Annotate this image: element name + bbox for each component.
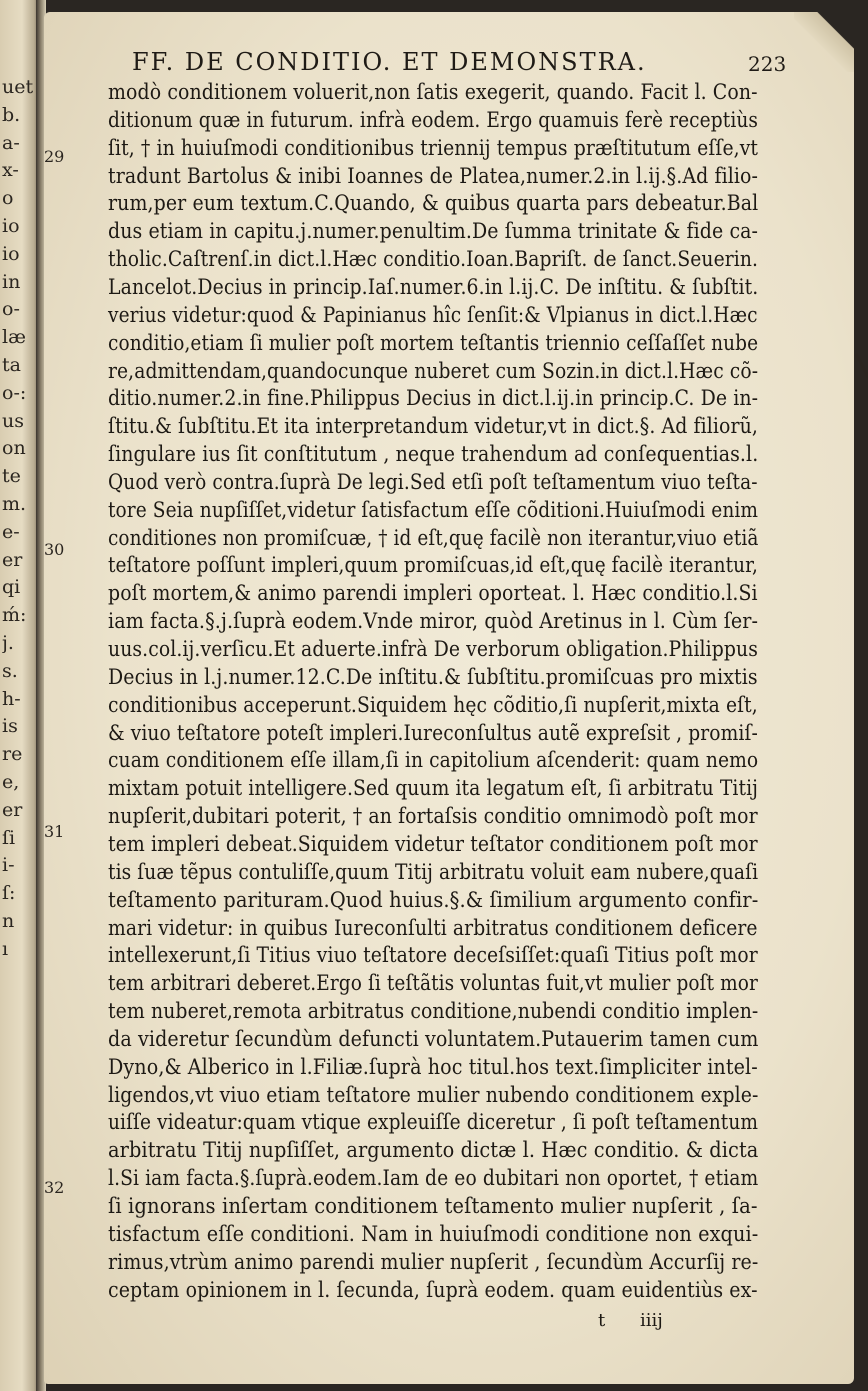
text-line: teſtatore poſſunt impleri,quum promiſcuas,id eſt,quę facilè iterantur, <box>108 553 758 578</box>
folio-mark: iiij <box>640 1310 663 1331</box>
left-page-fragment: o-: <box>2 383 27 403</box>
right-page <box>44 12 854 1384</box>
margin-number-30: 30 <box>44 540 65 559</box>
page-number: 223 <box>748 52 787 76</box>
text-line: ceptam opinionem in l. ſecunda, ſuprà eodem. quam euidentiùs ex- <box>108 1277 758 1302</box>
text-line: uiſſe videatur:quam vtique expleuiſſe diceretur , ſi poſt teſtamentum <box>108 1110 759 1135</box>
text-line: rimus,vtrùm animo parendi mulier nupſerit , ſecundùm Accurſij re- <box>108 1249 759 1274</box>
text-line: nupſerit,dubitari poterit, † an fortaſsis conditio omnimodò poſt mor <box>108 804 758 829</box>
text-line: arbitratu Titij nupſiſſet, argumento dictæ l. Hæc conditio. & dicta <box>108 1138 759 1163</box>
left-page-fragment: i- <box>2 856 15 876</box>
folded-corner <box>794 12 854 72</box>
text-line: tholic.Caſtrenſ.in dict.l.Hæc conditio.Ioan.Bapriſt. de ſanct.Seuerin. <box>108 247 759 272</box>
margin-number-29: 29 <box>44 147 65 166</box>
text-line: intellexerunt,ſi Titius viuo teſtatore deceſsiſſet:quaſi Titius poſt mor <box>108 943 758 968</box>
text-line: tem arbitrari deberet.Ergo ſi teſtãtis voluntas fuit,vt mulier poſt mor <box>108 971 758 996</box>
text-line: ſingulare ius ſit conſtitutum , neque trahendum ad conſequentias.l. <box>108 442 759 467</box>
text-line: Quod verò contra.ſuprà De legi.Sed etſi poſt teſtamentum viuo teſta- <box>108 469 758 494</box>
left-page-fragment: o <box>2 189 14 209</box>
text-line: tradunt Bartolus & inibi Ioannes de Platea,numer.2.in l.ij.§.Ad filio- <box>108 163 759 188</box>
left-page-fragment: læ <box>2 328 26 348</box>
left-page-fragment: n <box>2 912 15 931</box>
left-page-fragment: m. <box>2 495 27 514</box>
left-page-fragment: qi <box>2 578 21 598</box>
text-line: re,admittendam,quandocunque nuberet cum Sozin.in dict.l.Hæc cõ- <box>108 358 759 383</box>
running-head: FF. DE CONDITIO. ET DEMONSTRA. <box>132 48 647 76</box>
text-line: tisfactum eſſe conditioni. Nam in huiuſmodi conditione non exqui- <box>108 1221 759 1246</box>
left-page-fragment: ḿ: <box>2 606 27 626</box>
text-line: Lancelot.Decius in princip.Iaſ.numer.6.in l.ij.C. De inſtitu. & ſubſtit. <box>108 274 759 299</box>
left-page-fragment: x- <box>2 161 19 181</box>
text-line: verius videtur:quod & Papinianus hîc ſenſit:& Vlpianus in dict.l.Hæc <box>108 302 758 327</box>
left-page-fragment: io <box>2 244 20 264</box>
text-line: mari videtur: in quibus Iureconſulti arbitratus conditionem deficere <box>108 915 758 940</box>
text-line: tis ſuæ tẽpus contuliſſe,quum Titij arbitratu voluit eam nubere,quaſi <box>108 859 759 884</box>
signature-mark: t <box>598 1310 606 1331</box>
left-page-fragment: io <box>2 217 20 236</box>
left-page-fragment: er <box>2 800 23 820</box>
text-line: iam facta.§.j.ſuprà eodem.Vnde miror, quòd Aretinus in l. Cùm ſer- <box>108 609 759 634</box>
text-line: da videretur ſecundùm defuncti voluntatem.Putauerim tamen cum <box>108 1026 759 1051</box>
text-line: conditiones non promiſcuæ, † id eſt,quę facilè non iterantur,viuo etiã <box>108 525 759 550</box>
left-page-fragment: s. <box>2 661 18 681</box>
left-page-fragment: e- <box>2 522 20 542</box>
text-line: poſt mortem,& animo parendi impleri oporteat. l. Hæc conditio.l.Si <box>108 581 758 606</box>
text-line: Dyno,& Alberico in l.Filiæ.ſuprà hoc titul.hos text.ſimpliciter intel- <box>108 1054 758 1079</box>
left-page-fragment: a- <box>2 133 20 153</box>
left-page-fragment: in <box>2 272 21 292</box>
left-page-fragment: on <box>2 439 26 459</box>
text-line: ditionum quæ in futurum. infrà eodem. Ergo quamuis ferè receptiùs <box>108 107 759 132</box>
left-page-fragment: h- <box>2 689 21 709</box>
left-page-fragment: ſi <box>2 828 16 848</box>
left-page-fragment: e, <box>2 773 20 792</box>
text-line: rum,per eum textum.C.Quando, & quibus quarta pars debeatur.Bal <box>108 191 759 216</box>
text-line: ligendos,vt viuo etiam teſtatore mulier nubendo conditionem exple- <box>108 1082 759 1107</box>
left-page-fragment: j. <box>2 634 14 653</box>
left-page-fragment: re <box>2 745 23 765</box>
left-page-fragment: er <box>2 550 23 570</box>
text-line: tore Seia nupſiſſet,videtur ſatisfactum eſſe cõditioni.Huiuſmodi enim <box>108 497 759 522</box>
left-page-fragment: te <box>2 467 21 487</box>
pen-mark-icon <box>852 350 868 410</box>
text-line: conditio,etiam ſi mulier poſt mortem teſtantis triennio ceſſaſſet nube <box>108 330 759 355</box>
text-line: Decius in l.j.numer.12.C.De inſtitu.& ſubſtitu.promiſcuas pro mixtis <box>108 664 758 689</box>
text-line: teſtamento parituram.Quod huius.§.& ſimilium argumento confir- <box>108 887 759 912</box>
left-page-fragment: o- <box>2 300 20 320</box>
left-page-fragment: ta <box>2 356 21 375</box>
text-line: ditio.numer.2.in fine.Philippus Decius in dict.l.ij.in princip.C. De in- <box>108 386 759 411</box>
text-line: cuam conditionem eſſe illam,ſi in capitolium aſcenderit: quam nemo <box>108 748 759 773</box>
text-line: ſit, † in huiuſmodi conditionibus triennij tempus præſtitutum eſſe,vt <box>108 135 759 160</box>
left-page-edge <box>0 0 40 1391</box>
text-line: mixtam potuit intelligere.Sed quum ita legatum eſt, ſi arbitratu Titij <box>108 776 759 801</box>
text-line: tem impleri debeat.Siquidem videtur teſtator conditionem poſt mor <box>108 831 758 856</box>
text-line: & viuo teſtatore poteſt impleri.Iureconſultus autẽ expreſsit , promiſ- <box>108 720 758 745</box>
text-line: modò conditionem voluerit,non ſatis exegerit, quando. Facit l. Con- <box>108 80 758 104</box>
text-line: tem nuberet,remota arbitratus conditione,nubendi conditio implen- <box>108 999 759 1024</box>
text-line: dus etiam in capitu.j.numer.penultim.De ſumma trinitate & fide ca- <box>108 219 759 244</box>
text-line: ſi ignorans inſertam conditionem teſtamento mulier nupſerit , ſa- <box>108 1194 758 1218</box>
left-page-fragment: ı <box>2 939 9 959</box>
left-page-fragment: b. <box>2 105 21 125</box>
text-line: conditionibus acceperunt.Siquidem hęc cõditio,ſi nupſerit,mixta eſt, <box>108 692 758 717</box>
left-page-fragment: ſ: <box>2 884 16 904</box>
text-line: ſtitu.& ſubſtitu.Et ita interpretandum videtur,vt in dict.§. Ad filiorũ, <box>108 414 759 439</box>
text-line: uus.col.ij.verſicu.Et aduerte.infrà De verborum obligation.Philippus <box>108 637 758 661</box>
left-page-fragment: uet <box>2 78 34 97</box>
margin-number-31: 31 <box>44 822 65 841</box>
text-line: l.Si iam facta.§.ſuprà.eodem.Iam de eo dubitari non oportet, † etiam <box>108 1166 759 1191</box>
left-page-fragment: is <box>2 717 18 737</box>
margin-number-32: 32 <box>44 1178 65 1197</box>
left-page-fragment: us <box>2 411 24 431</box>
